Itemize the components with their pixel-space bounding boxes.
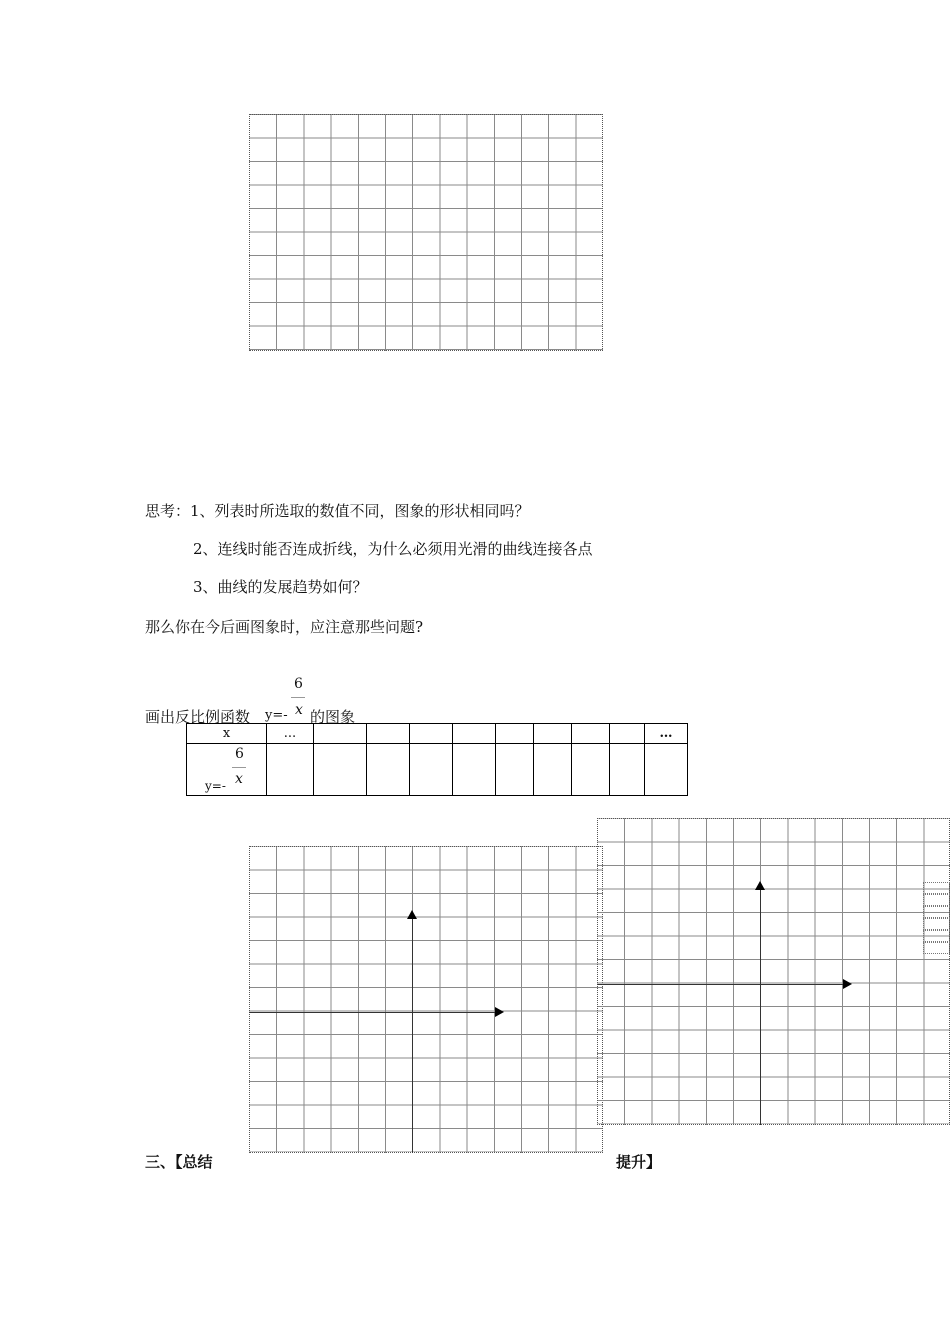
- edge-cell: [923, 906, 950, 918]
- x-cell[interactable]: [314, 724, 367, 744]
- section-heading-left: 三、【总结: [145, 1153, 213, 1171]
- y-cell[interactable]: [645, 744, 688, 796]
- y-cell[interactable]: [367, 744, 410, 796]
- task-fraction-denominator: x: [295, 702, 303, 718]
- x-label-cell: x: [187, 724, 267, 744]
- x-axis-right: [597, 984, 845, 985]
- y-function-lhs: y=-: [205, 779, 226, 793]
- y-cell[interactable]: [496, 744, 534, 796]
- y-cell[interactable]: [572, 744, 610, 796]
- edge-cell: [923, 882, 950, 894]
- y-axis-arrow-right-icon: [755, 881, 765, 890]
- blank-grid-top: [249, 114, 603, 351]
- coordinate-grid-left: [249, 846, 603, 1153]
- section-heading-right: 提升】: [616, 1153, 662, 1171]
- y-cell[interactable]: [267, 744, 314, 796]
- y-cell[interactable]: [410, 744, 453, 796]
- x-axis-arrow-left-icon: [495, 1007, 504, 1017]
- y-fraction-denominator: x: [235, 771, 243, 787]
- y-axis-arrow-left-icon: [407, 910, 417, 919]
- task-function-lhs: y=-: [265, 708, 288, 723]
- table-row-y: [187, 744, 688, 796]
- coordinate-grid-right: [597, 818, 950, 1125]
- x-axis-arrow-right-icon: [843, 979, 852, 989]
- table-row-x: [187, 724, 688, 744]
- x-cell[interactable]: [410, 724, 453, 744]
- x-cell[interactable]: [367, 724, 410, 744]
- x-cell[interactable]: [496, 724, 534, 744]
- y-axis-right: [760, 889, 761, 1125]
- y-cell[interactable]: [534, 744, 572, 796]
- y-fraction-bar: [232, 767, 246, 768]
- x-axis-left: [249, 1012, 497, 1013]
- task-prefix: 画出反比例函数: [145, 708, 251, 726]
- question-2: 2、连线时能否连成折线，为什么必须用光滑的曲线连接各点: [193, 540, 593, 558]
- y-axis-left: [412, 918, 413, 1153]
- x-dots-left[interactable]: ...: [267, 724, 314, 744]
- y-cell[interactable]: [610, 744, 645, 796]
- y-cell[interactable]: [314, 744, 367, 796]
- task-suffix: 的图象: [310, 708, 356, 726]
- edge-cell: [923, 942, 950, 954]
- x-cell[interactable]: [534, 724, 572, 744]
- task-fraction-numerator: 6: [294, 676, 303, 692]
- y-label-cell: [187, 744, 267, 796]
- x-dots-right[interactable]: …: [645, 724, 688, 744]
- question-1: 思考：1、列表时所选取的数值不同，图象的形状相同吗？: [145, 502, 530, 520]
- x-cell[interactable]: [453, 724, 496, 744]
- x-cell[interactable]: [572, 724, 610, 744]
- edge-cell: [923, 894, 950, 906]
- x-cell[interactable]: [610, 724, 645, 744]
- question-4: 那么你在今后画图象时，应注意那些问题?: [145, 618, 424, 636]
- y-fraction-numerator: 6: [235, 746, 244, 762]
- edge-cell: [923, 918, 950, 930]
- task-fraction-bar: [291, 697, 305, 698]
- edge-cell: [923, 930, 950, 942]
- y-cell[interactable]: [453, 744, 496, 796]
- question-3: 3、曲线的发展趋势如何？: [193, 578, 368, 596]
- value-table: [186, 723, 688, 796]
